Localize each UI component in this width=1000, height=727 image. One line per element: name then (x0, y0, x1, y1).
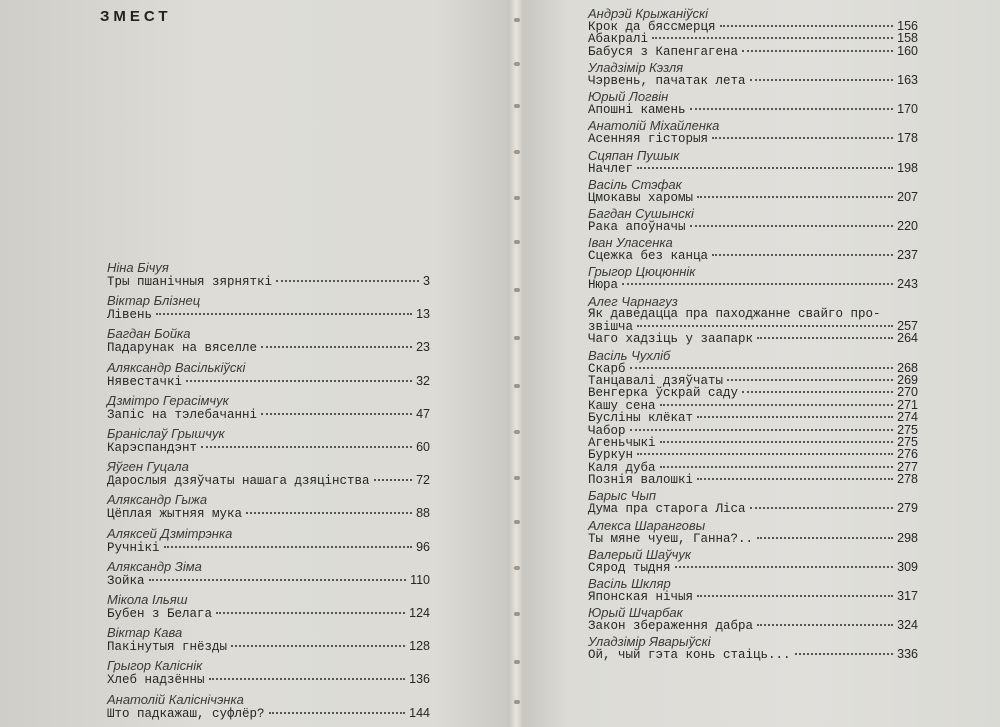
entry-title: Зойка (107, 573, 145, 588)
entry-title: Ручнікі (107, 540, 160, 555)
entry-title: Карэспандэнт (107, 441, 198, 455)
entry-page-number: 198 (897, 160, 918, 175)
toc-entry (107, 506, 430, 520)
toc-author: Аляксандр Гыжа (107, 492, 208, 508)
entry-page-number: 110 (410, 572, 430, 587)
toc-author: Васіль Шкляр (588, 576, 671, 591)
entry-title: Ты мяне чуеш, Ганна?.. (588, 531, 754, 546)
stitch-mark (514, 288, 520, 292)
toc-author: Барыс Чып (588, 488, 657, 504)
toc-author: Мікола Ільяш (107, 592, 188, 607)
entry-title: Тры пшанічныя зярняткі (107, 275, 273, 289)
entry-page-number: 128 (409, 639, 430, 654)
toc-author: Дзмітро Герасімчук (107, 392, 229, 408)
toc-author: Валерый Шаўчук (588, 546, 692, 562)
dot-leader (750, 507, 894, 509)
entry-title: Цёплая жытняя мука (107, 507, 243, 522)
entry-page-number: 220 (897, 219, 918, 233)
toc-author: Юрый Шчарбак (588, 605, 683, 621)
toc-author: Аляксей Дзмітрэнка (107, 525, 233, 541)
dot-leader (276, 280, 419, 282)
entry-title: Дума пра старога Ліса (588, 502, 746, 517)
entry-page-number: 23 (416, 340, 430, 355)
dot-leader (690, 225, 894, 227)
toc-author: Грыгор Цюцюннік (588, 264, 696, 280)
entry-title: Што падкажаш, суфлёр? (107, 706, 265, 721)
entry-title: звішча (588, 320, 634, 334)
dot-leader (156, 313, 412, 315)
right-page (522, 0, 1000, 727)
dot-leader (742, 50, 893, 52)
entry-page-number: 279 (897, 501, 918, 516)
toc-entry (588, 131, 918, 145)
toc-entry (588, 102, 918, 116)
entry-title: Скарб (588, 361, 626, 376)
toc-author: Алег Чарнагуз (588, 293, 678, 309)
toc-author: Іван Уласенка (588, 235, 673, 251)
dot-leader (269, 712, 406, 714)
toc-author: Браніслаў Грышчук (107, 426, 225, 441)
toc-entry (588, 618, 918, 632)
dot-leader (164, 546, 413, 548)
stitch-mark (514, 430, 520, 434)
entry-title: Сцежка без канца (588, 249, 709, 264)
stitch-mark (514, 62, 520, 66)
entry-title: Нявестачкі (107, 374, 183, 389)
dot-leader (697, 416, 893, 418)
entry-page-number: 47 (416, 406, 430, 421)
toc-entry (107, 672, 430, 686)
dot-leader (660, 404, 894, 406)
entry-page-number: 298 (897, 530, 918, 545)
entry-page-number: 156 (897, 19, 918, 33)
entry-title: Падарунак на вяселле (107, 341, 258, 356)
toc-author: Юрый Логвін (588, 89, 669, 105)
dot-leader (374, 479, 413, 481)
toc-entry (107, 374, 430, 388)
dot-leader (795, 653, 894, 655)
entry-title: Начлег (588, 161, 634, 176)
entry-page-number: 257 (897, 319, 918, 333)
toc-entry (107, 274, 430, 288)
entry-title: Японская нічыя (588, 590, 694, 604)
toc-entry (588, 161, 918, 175)
toc-entry (588, 501, 918, 515)
entry-title: Танцавалі дзяўчаты (588, 374, 724, 388)
stitch-mark (514, 566, 520, 570)
entry-page-number: 324 (897, 618, 918, 633)
dot-leader (261, 413, 412, 415)
toc-author: Віктар Кава (107, 625, 183, 641)
toc-entry (588, 248, 918, 262)
dot-leader (231, 645, 405, 647)
toc-entry (107, 473, 430, 487)
dot-leader (637, 167, 893, 169)
stitch-mark (514, 660, 520, 664)
entry-page-number: 309 (897, 559, 918, 574)
entry-title: Чаго хадзіць у заапарк (588, 332, 754, 347)
dot-leader (757, 624, 893, 626)
entry-page-number: 207 (897, 189, 918, 204)
entry-page-number: 3 (423, 274, 430, 288)
toc-author: Багдан Бойка (107, 326, 191, 342)
toc-author: Ніна Бічуя (107, 260, 169, 275)
toc-entry (588, 560, 918, 574)
entry-title: Бусліны клёкат (588, 411, 694, 426)
entry-title: Як даведацца пра паходжанне свайго про- (588, 306, 881, 321)
entry-title: Абакралі (588, 32, 649, 47)
entry-title: Кашу сена (588, 398, 656, 413)
entry-page-number: 163 (897, 73, 918, 87)
toc-author: Грыгор Каліснік (107, 658, 203, 674)
entry-page-number: 275 (897, 422, 918, 437)
entry-title: Венгерка ўскрай саду (588, 386, 739, 401)
entry-page-number: 136 (409, 672, 430, 687)
entry-page-number: 317 (897, 589, 918, 603)
dot-leader (630, 429, 894, 431)
entry-page-number: 96 (416, 539, 430, 554)
toc-entry (107, 540, 430, 554)
stitch-mark (514, 520, 520, 524)
entry-title: Цмокавы харомы (588, 190, 694, 205)
stitch-mark (514, 18, 520, 22)
dot-leader (186, 380, 412, 382)
toc-entry (588, 44, 918, 58)
entry-title: Познія валошкі (588, 473, 694, 488)
toc-entry (107, 440, 430, 454)
toc-entry (588, 331, 918, 345)
dot-leader (727, 379, 893, 381)
dot-leader (675, 566, 894, 568)
stitch-mark (514, 336, 520, 340)
entry-page-number: 274 (897, 410, 918, 425)
entry-page-number: 264 (897, 331, 918, 346)
entry-page-number: 336 (897, 647, 918, 662)
stitch-mark (514, 612, 520, 616)
toc-author: Васіль Стэфак (588, 176, 682, 192)
toc-entry (588, 219, 918, 233)
entry-title: Агеньчыкі (588, 436, 656, 450)
entry-title: Апошні камень (588, 103, 686, 118)
stitch-mark (514, 384, 520, 388)
entry-page-number: 13 (416, 307, 430, 322)
stitch-mark (514, 104, 520, 108)
entry-title: Буркун (588, 448, 634, 463)
dot-leader (712, 137, 893, 139)
toc-entry (588, 472, 918, 486)
dot-leader (149, 579, 407, 581)
entry-title: Чэрвень, пачатак лета (588, 74, 746, 88)
dot-leader (216, 612, 405, 614)
entry-page-number: 278 (897, 472, 918, 487)
entry-page-number: 144 (409, 705, 430, 720)
dot-leader (201, 446, 412, 448)
entry-page-number: 124 (409, 606, 430, 620)
dot-leader (246, 512, 412, 514)
entry-page-number: 88 (416, 506, 430, 521)
toc-entry (107, 407, 430, 421)
entry-page-number: 158 (897, 31, 918, 46)
dot-leader (757, 537, 893, 539)
entry-title: Бубен з Белага (107, 607, 213, 621)
toc-entry (107, 639, 430, 653)
dot-leader (720, 25, 894, 27)
entry-title: Каля дуба (588, 460, 656, 475)
entry-title: Дарослыя дзяўчаты нашага дзяцінства (107, 474, 370, 489)
entry-page-number: 160 (897, 43, 918, 58)
entry-title: Рака апоўначы (588, 220, 686, 234)
entry-page-number: 276 (897, 447, 918, 462)
entry-page-number: 275 (897, 435, 918, 449)
entry-title: Пакінутыя гнёзды (107, 640, 228, 655)
stitch-mark (514, 476, 520, 480)
entry-title: Хлеб надзённы (107, 673, 205, 688)
entry-page-number: 32 (416, 373, 430, 388)
entry-title: Лівень (107, 308, 153, 323)
stitch-mark (514, 700, 520, 704)
toc-entry (107, 340, 430, 354)
toc-entry (107, 307, 430, 321)
dot-leader (630, 367, 894, 369)
dot-leader (742, 391, 893, 393)
toc-author: Віктар Блізнец (107, 293, 201, 309)
toc-author: Сцяпан Пушык (588, 147, 680, 163)
toc-author: Алекса Шаранговы (588, 517, 706, 533)
entry-page-number: 72 (416, 473, 430, 488)
dot-leader (660, 466, 894, 468)
toc-author: Васіль Чухліб (588, 347, 671, 363)
stitch-mark (514, 240, 520, 244)
toc-author: Багдан Сушынскі (588, 206, 694, 221)
entry-page-number: 237 (897, 248, 918, 263)
toc-entry (588, 589, 918, 603)
toc-entry (588, 277, 918, 291)
dot-leader (697, 196, 893, 198)
toc-entry (107, 706, 430, 720)
entry-title: Нюра (588, 278, 619, 293)
dot-leader (637, 325, 893, 327)
entry-page-number: 270 (897, 385, 918, 400)
toc-entry (107, 606, 430, 620)
toc-author: Уладзімір Кэзля (588, 60, 684, 75)
dot-leader (622, 283, 893, 285)
entry-title: Асенняя гісторыя (588, 132, 709, 147)
dot-leader (690, 108, 894, 110)
entry-page-number: 271 (897, 397, 918, 412)
dot-leader (652, 37, 893, 39)
entry-page-number: 277 (897, 459, 918, 474)
dot-leader (697, 478, 893, 480)
dot-leader (261, 346, 412, 348)
entry-page-number: 243 (897, 277, 918, 292)
toc-author: Анатолій Міхайленка (588, 118, 720, 134)
toc-entry (588, 190, 918, 204)
dot-leader (660, 441, 894, 443)
entry-page-number: 178 (897, 131, 918, 146)
toc-author: Аляксандр Зіма (107, 558, 202, 574)
entry-title: Крок да бяссмерця (588, 20, 716, 34)
page-heading: ЗМЕСТ (100, 8, 172, 25)
dot-leader (209, 678, 406, 680)
stitch-mark (514, 150, 520, 154)
toc-author: Андрэй Крыжаніўскі (588, 6, 709, 21)
stitch-mark (514, 196, 520, 200)
dot-leader (750, 79, 894, 81)
toc-author: Анатолій Каліснічэнка (107, 691, 244, 707)
dot-leader (697, 595, 893, 597)
entry-title: Запіс на тэлебачанні (107, 407, 258, 422)
dot-leader (757, 337, 893, 339)
entry-title: Ой, чый гэта конь стаіць... (588, 648, 791, 663)
entry-page-number: 269 (897, 373, 918, 387)
entry-page-number: 268 (897, 360, 918, 375)
toc-author: Аляксандр Васількіўскі (107, 359, 246, 375)
entry-page-number: 170 (897, 102, 918, 117)
toc-author: Уладзімір Яварыўскі (588, 634, 711, 650)
toc-author: Яўген Гуцала (107, 459, 189, 475)
entry-title: Сярод тыдня (588, 560, 671, 575)
dot-leader (712, 254, 893, 256)
entry-page-number: 60 (416, 440, 430, 454)
dot-leader (637, 453, 893, 455)
toc-entry (588, 531, 918, 545)
entry-title: Чабор (588, 423, 626, 438)
toc-entry (107, 573, 430, 587)
entry-title: Бабуся з Капенгагена (588, 44, 739, 59)
toc-entry (588, 647, 918, 661)
toc-entry (588, 73, 918, 87)
entry-title: Закон збераження дабра (588, 619, 754, 634)
